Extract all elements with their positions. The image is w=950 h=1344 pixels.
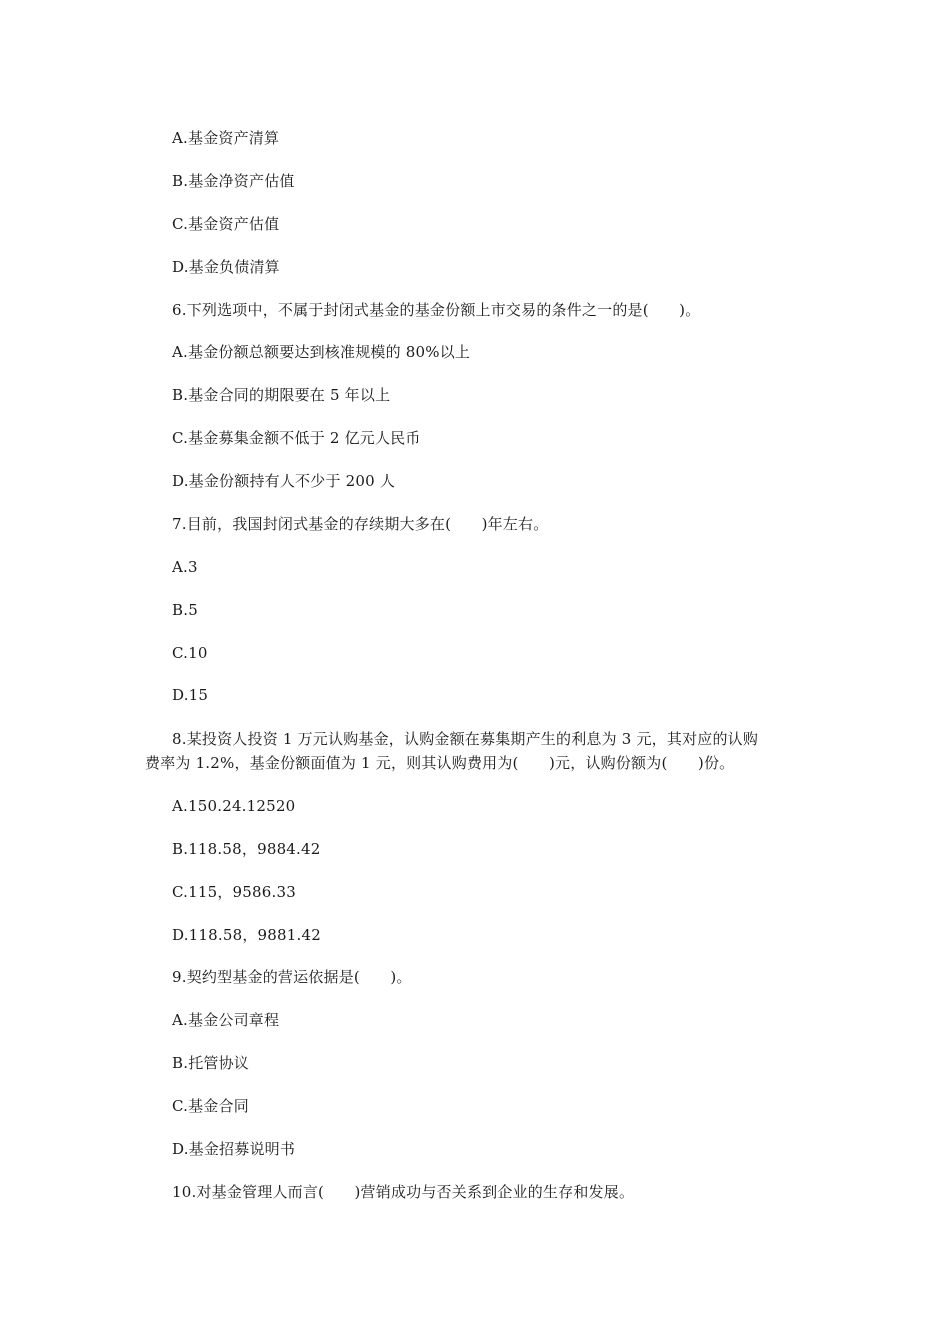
question-6: 6.下列选项中，不属于封闭式基金的基金份额上市交易的条件之一的是( )。 (172, 301, 701, 319)
q9-option-a: A.基金公司章程 (172, 1011, 280, 1029)
q9-option-c: C.基金合同 (172, 1097, 249, 1115)
question-10: 10.对基金管理人而言( )营销成功与否关系到企业的生存和发展。 (172, 1183, 635, 1201)
question-8-line-1: 8.某投资人投资 1 万元认购基金，认购金额在募集期产生的利息为 3 元，其对应的认购 (172, 730, 759, 748)
q5-option-c: C.基金资产估值 (172, 215, 280, 233)
q5-option-b: B.基金净资产估值 (172, 172, 295, 190)
q8-option-c: C.115，9586.33 (172, 883, 296, 901)
question-8-line-2: 费率为 1.2%，基金份额面值为 1 元，则其认购费用为( )元，认购份额为( )份。 (145, 754, 735, 772)
question-9: 9.契约型基金的营运依据是( )。 (172, 968, 412, 986)
q7-option-d: D.15 (172, 686, 209, 704)
q7-option-a: A.3 (172, 558, 198, 576)
q6-option-a: A.基金份额总额要达到核准规模的 80%以上 (172, 343, 471, 361)
q9-option-d: D.基金招募说明书 (172, 1140, 296, 1158)
q7-option-b: B.5 (172, 601, 198, 619)
q6-option-d: D.基金份额持有人不少于 200 人 (172, 472, 396, 490)
q6-option-c: C.基金募集金额不低于 2 亿元人民币 (172, 429, 421, 447)
q7-option-c: C.10 (172, 644, 208, 662)
q6-option-b: B.基金合同的期限要在 5 年以上 (172, 386, 391, 404)
q9-option-b: B.托管协议 (172, 1054, 249, 1072)
q8-option-d: D.118.58，9881.42 (172, 926, 321, 944)
q8-option-b: B.118.58，9884.42 (172, 840, 321, 858)
q5-option-d: D.基金负债清算 (172, 258, 280, 276)
q8-option-a: A.150.24.12520 (172, 797, 296, 815)
q5-option-a: A.基金资产清算 (172, 129, 280, 147)
question-7: 7.目前，我国封闭式基金的存续期大多在( )年左右。 (172, 515, 549, 533)
